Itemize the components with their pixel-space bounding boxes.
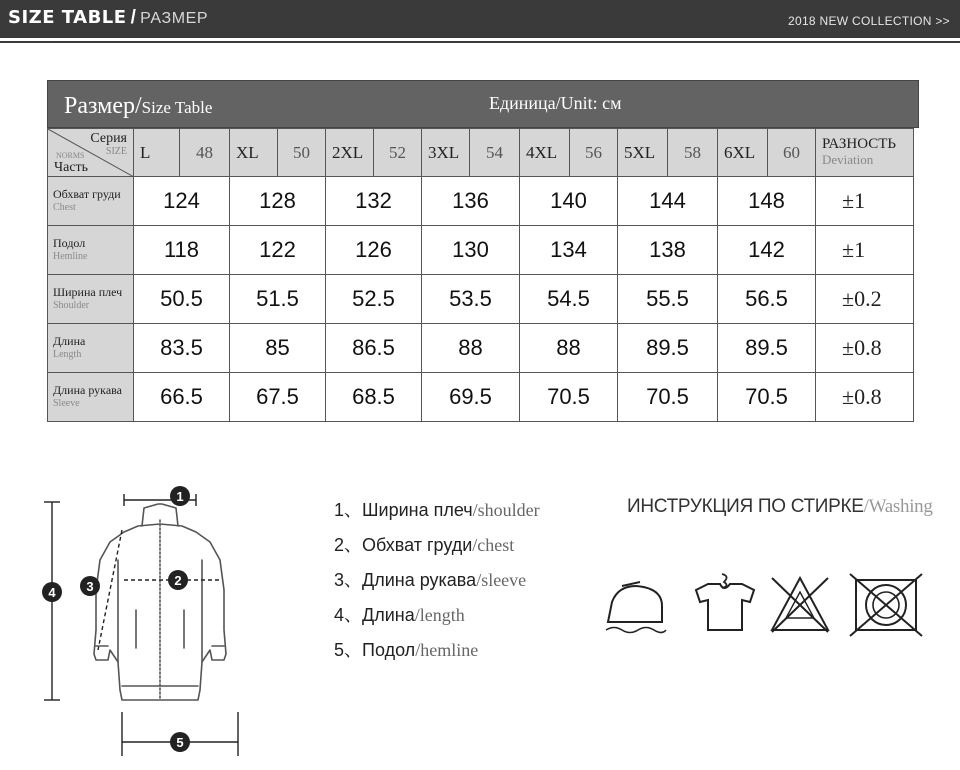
table-cell: 89.5 xyxy=(718,324,816,373)
hand-wash-icon xyxy=(696,574,754,630)
do-not-bleach-icon xyxy=(772,578,828,632)
marker-4: 4 xyxy=(48,585,56,600)
size-table-title-ru: Размер/ xyxy=(64,93,142,119)
size-label: L xyxy=(134,129,180,177)
size-table-wrap xyxy=(47,128,914,422)
tolerance-cell: ±0.8 xyxy=(816,324,914,373)
row-part-en: Hemline xyxy=(53,251,88,262)
table-cell: 53.5 xyxy=(422,275,520,324)
marker-3: 3 xyxy=(86,579,94,594)
table-cell: 118 xyxy=(134,226,230,275)
tolerance-cell: ±1 xyxy=(816,226,914,275)
jacket-outline xyxy=(94,504,226,700)
table-cell: 144 xyxy=(618,177,718,226)
marker-1: 1 xyxy=(176,489,184,504)
table-cell: 130 xyxy=(422,226,520,275)
table-cell: 86.5 xyxy=(326,324,422,373)
size-table-header xyxy=(47,80,919,128)
size-number: 60 xyxy=(768,129,816,177)
washing-icons xyxy=(600,572,930,642)
table-cell: 128 xyxy=(230,177,326,226)
washing-title-ru: ИНСТРУКЦИЯ ПО СТИРКЕ xyxy=(627,496,864,517)
row-part-ru: Длина рукава xyxy=(53,383,122,397)
size-label: 3XL xyxy=(422,129,470,177)
size-table-title-en: Size Table xyxy=(141,98,213,117)
corner-cell xyxy=(48,129,134,177)
table-cell: 52.5 xyxy=(326,275,422,324)
table-cell: 142 xyxy=(718,226,816,275)
size-table xyxy=(47,128,914,422)
header-bar xyxy=(0,0,960,38)
table-cell: 83.5 xyxy=(134,324,230,373)
size-label: 5XL xyxy=(618,129,668,177)
row-part-cell xyxy=(48,275,134,324)
table-cell: 124 xyxy=(134,177,230,226)
list-item xyxy=(334,601,540,636)
list-item-en: /sleeve xyxy=(476,570,527,590)
list-item-number: 4、 xyxy=(334,605,363,625)
size-number: 50 xyxy=(278,129,326,177)
corner-series: Серия xyxy=(90,131,127,146)
row-part-ru: Длина xyxy=(53,334,86,348)
list-item-ru: Ширина плеч xyxy=(362,500,473,520)
row-part-ru: Ширина плеч xyxy=(53,285,123,299)
table-cell: 54.5 xyxy=(520,275,618,324)
table-cell: 136 xyxy=(422,177,520,226)
size-label: 2XL xyxy=(326,129,374,177)
jacket-measurement-diagram xyxy=(38,480,284,765)
deviation-header-ru: РАЗНОСТЬ xyxy=(822,136,897,152)
title-bold: SIZE TABLE xyxy=(8,7,127,28)
table-cell: 68.5 xyxy=(326,373,422,422)
list-item-en: /hemline xyxy=(415,640,479,660)
collection-link[interactable]: 2018 NEW COLLECTION >> xyxy=(788,14,950,28)
row-part-en: Shoulder xyxy=(53,300,90,311)
table-cell: 67.5 xyxy=(230,373,326,422)
list-item-ru: Подол xyxy=(362,640,416,660)
header-divider xyxy=(0,41,960,43)
list-item xyxy=(334,496,540,531)
tolerance-cell: ±1 xyxy=(816,177,914,226)
measurement-markers xyxy=(42,486,190,752)
list-item-en: /length xyxy=(414,605,465,625)
deviation-header xyxy=(816,129,914,177)
table-row xyxy=(48,373,914,422)
row-part-ru: Подол xyxy=(53,236,86,250)
list-item-en: /shoulder xyxy=(472,500,540,520)
table-cell: 70.5 xyxy=(718,373,816,422)
iron-icon xyxy=(606,582,666,633)
row-part-ru: Обхват груди xyxy=(53,187,121,201)
table-cell: 69.5 xyxy=(422,373,520,422)
tolerance-cell: ±0.2 xyxy=(816,275,914,324)
unit-label: Единица/Unit: см xyxy=(489,93,622,113)
size-number: 56 xyxy=(570,129,618,177)
corner-part: Часть xyxy=(54,160,89,175)
table-cell: 89.5 xyxy=(618,324,718,373)
list-item-ru: Длина рукава xyxy=(362,570,477,590)
measurement-lines xyxy=(44,494,238,756)
table-cell: 85 xyxy=(230,324,326,373)
corner-norms: NORMS xyxy=(56,151,85,160)
do-not-tumble-dry-icon xyxy=(850,574,922,636)
list-item xyxy=(334,636,540,671)
list-item-en: /chest xyxy=(472,535,515,555)
size-number: 58 xyxy=(668,129,718,177)
table-cell: 51.5 xyxy=(230,275,326,324)
table-cell: 88 xyxy=(520,324,618,373)
table-cell: 140 xyxy=(520,177,618,226)
title-separator: / xyxy=(130,7,137,28)
table-row xyxy=(48,177,914,226)
marker-2: 2 xyxy=(174,573,182,588)
size-number: 52 xyxy=(374,129,422,177)
page-title xyxy=(8,7,208,29)
table-row xyxy=(48,275,914,324)
row-part-cell xyxy=(48,177,134,226)
size-label: XL xyxy=(230,129,278,177)
table-cell: 70.5 xyxy=(520,373,618,422)
list-item-ru: Длина xyxy=(362,605,415,625)
row-part-cell xyxy=(48,324,134,373)
table-cell: 55.5 xyxy=(618,275,718,324)
table-cell: 88 xyxy=(422,324,520,373)
deviation-header-en: Deviation xyxy=(822,152,874,167)
table-cell: 138 xyxy=(618,226,718,275)
list-item-ru: Обхват груди xyxy=(362,535,473,555)
size-header-row xyxy=(48,129,914,177)
size-number: 48 xyxy=(180,129,230,177)
tolerance-cell: ±0.8 xyxy=(816,373,914,422)
row-part-cell xyxy=(48,373,134,422)
table-cell: 148 xyxy=(718,177,816,226)
size-label: 6XL xyxy=(718,129,768,177)
row-part-en: Length xyxy=(53,349,82,360)
table-cell: 56.5 xyxy=(718,275,816,324)
title-russian: РАЗМЕР xyxy=(140,10,209,27)
washing-title-en: /Washing xyxy=(863,496,933,517)
table-cell: 132 xyxy=(326,177,422,226)
row-part-cell xyxy=(48,226,134,275)
list-item-number: 3、 xyxy=(334,570,363,590)
size-label: 4XL xyxy=(520,129,570,177)
table-cell: 66.5 xyxy=(134,373,230,422)
washing-title xyxy=(627,496,933,518)
measurement-list xyxy=(334,496,540,671)
table-cell: 126 xyxy=(326,226,422,275)
size-number: 54 xyxy=(470,129,520,177)
row-part-en: Sleeve xyxy=(53,398,80,409)
corner-size: SIZE xyxy=(105,146,127,157)
table-cell: 70.5 xyxy=(618,373,718,422)
list-item-number: 5、 xyxy=(334,640,363,660)
table-cell: 122 xyxy=(230,226,326,275)
row-part-en: Chest xyxy=(53,202,76,213)
table-cell: 134 xyxy=(520,226,618,275)
table-row xyxy=(48,226,914,275)
list-item-number: 2、 xyxy=(334,535,363,555)
size-table-title xyxy=(64,93,212,120)
list-item xyxy=(334,566,540,601)
marker-5: 5 xyxy=(176,735,184,750)
table-cell: 50.5 xyxy=(134,275,230,324)
list-item xyxy=(334,531,540,566)
table-row xyxy=(48,324,914,373)
list-item-number: 1、 xyxy=(334,500,363,520)
